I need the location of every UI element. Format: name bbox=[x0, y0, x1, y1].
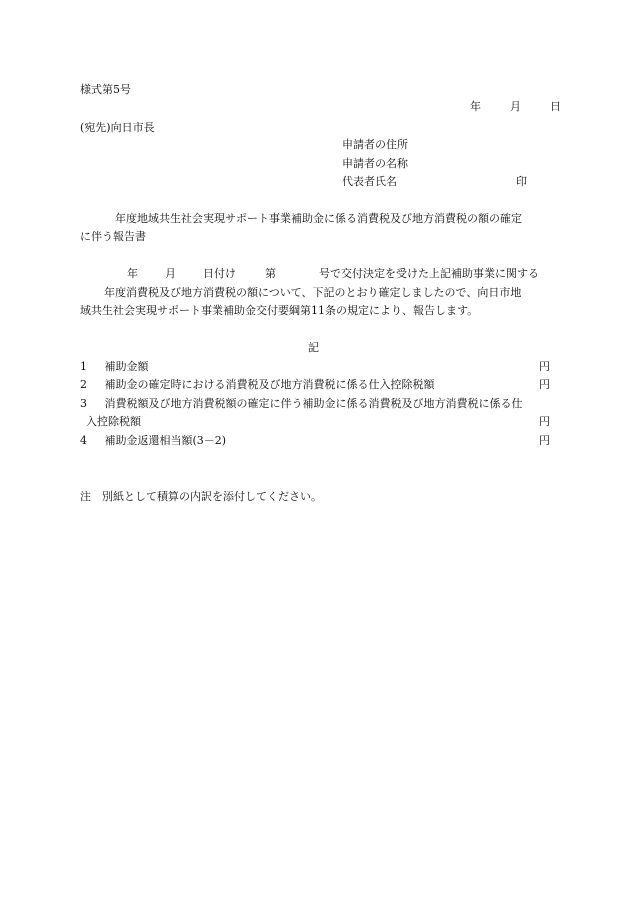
item-unit: 円 bbox=[539, 415, 550, 428]
document-title-line1: 年度地域共生社会実現サポート事業補助金に係る消費税及び地方消費税の額の確定 bbox=[115, 212, 522, 225]
body-line1 bbox=[127, 266, 539, 281]
date-month: 月 bbox=[510, 100, 521, 113]
body-no: 第 bbox=[265, 267, 276, 280]
body-dated: 日付け bbox=[203, 267, 236, 280]
applicant-representative-label: 代表者氏名 bbox=[342, 175, 397, 188]
item-unit: 円 bbox=[539, 378, 550, 391]
applicant-address-label: 申請者の住所 bbox=[342, 138, 408, 151]
item-text: 補助金返還相当額(3－2) bbox=[104, 434, 227, 447]
item-text-continued: 入控除税額 bbox=[86, 415, 141, 428]
list-item-continuation bbox=[80, 414, 550, 429]
item-unit: 円 bbox=[539, 360, 550, 373]
document-title-line2: に伴う報告書 bbox=[80, 230, 146, 243]
form-number: 様式第5号 bbox=[80, 83, 131, 96]
item-number: 1 bbox=[80, 360, 87, 373]
list-item bbox=[80, 377, 550, 392]
list-item bbox=[80, 396, 550, 411]
item-unit: 円 bbox=[539, 434, 550, 447]
body-rest: 号で交付決定を受けた上記補助事業に関する bbox=[319, 267, 539, 280]
body-month: 月 bbox=[165, 267, 176, 280]
list-item bbox=[80, 433, 550, 448]
item-text: 補助金額 bbox=[104, 360, 149, 373]
item-text: 消費税額及び地方消費税額の確定に伴う補助金に係る消費税及び地方消費税に係る仕 bbox=[104, 397, 523, 410]
body-line2: 年度消費税及び地方消費税の額について、下記のとおり確定しましたので、向日市地 bbox=[104, 286, 522, 299]
applicant-name-label: 申請者の名称 bbox=[342, 157, 408, 170]
item-number: 3 bbox=[80, 397, 87, 410]
ki-heading: 記 bbox=[308, 341, 319, 354]
item-number: 2 bbox=[80, 378, 87, 391]
item-number: 4 bbox=[80, 434, 87, 447]
body-year: 年 bbox=[127, 267, 138, 280]
item-text: 補助金の確定時における消費税及び地方消費税に係る仕入控除税額 bbox=[104, 378, 435, 391]
list-item bbox=[80, 359, 550, 374]
body-line3: 域共生社会実現サポート事業補助金交付要綱第11条の規定により、報告します。 bbox=[80, 304, 479, 317]
footnote: 注 別紙として積算の内訳を添付してください。 bbox=[80, 490, 322, 503]
date-day: 日 bbox=[550, 100, 561, 113]
date-line bbox=[470, 99, 561, 114]
date-year: 年 bbox=[470, 100, 481, 113]
addressee: (宛先)向日市長 bbox=[80, 121, 155, 134]
seal-mark: 印 bbox=[516, 175, 527, 188]
